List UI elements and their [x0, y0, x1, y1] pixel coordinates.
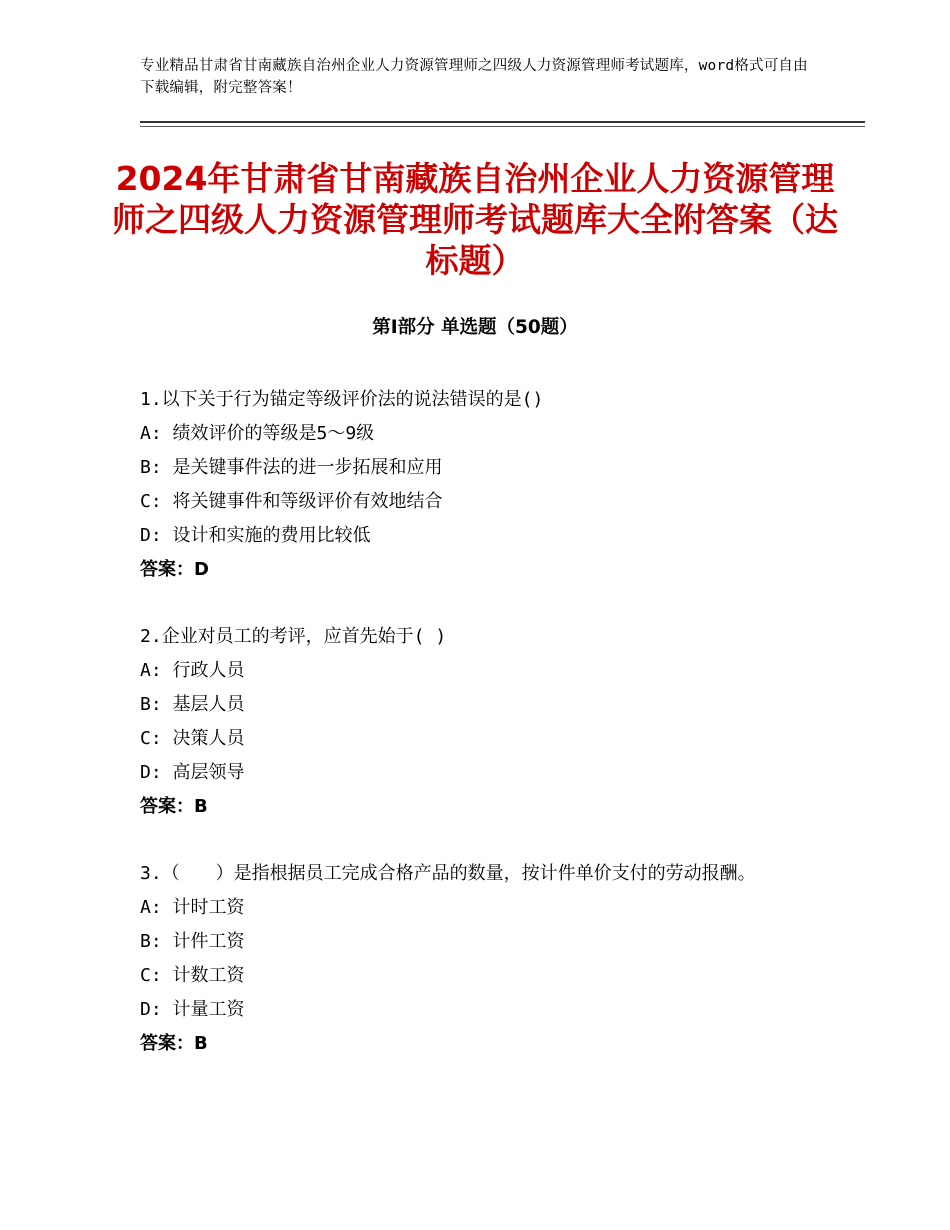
option-d: D: 设计和实施的费用比较低 — [140, 525, 371, 546]
header-note: 专业精品甘肃省甘南藏族自治州企业人力资源管理师之四级人力资源管理师考试题库，word格式可自由下载编辑，附完整答案！ — [140, 58, 808, 96]
answer-label: 答案：B — [140, 796, 208, 817]
option-c: C: 计数工资 — [140, 965, 245, 986]
question-spacer — [140, 824, 820, 857]
option-c: C: 决策人员 — [140, 728, 245, 749]
section-heading: 第Ⅰ部分 单选题（50题） — [372, 317, 578, 338]
option-a: A: 绩效评价的等级是5～9级 — [140, 423, 375, 444]
option-c: C: 将关键事件和等级评价有效地结合 — [140, 491, 443, 512]
question-stem: 2.企业对员工的考评，应首先始于( ) — [140, 626, 447, 647]
option-b: B: 是关键事件法的进一步拓展和应用 — [140, 457, 443, 478]
question-3 — [140, 857, 820, 1061]
question-stem: 3.（ ）是指根据员工完成合格产品的数量，按计件单价支付的劳动报酬。 — [140, 863, 756, 884]
option-a: A: 计时工资 — [140, 897, 245, 918]
answer-label: 答案：D — [140, 559, 209, 580]
option-b: B: 基层人员 — [140, 694, 245, 715]
option-a: A: 行政人员 — [140, 660, 245, 681]
header-divider-thin — [140, 126, 865, 127]
option-b: B: 计件工资 — [140, 931, 245, 952]
question-spacer — [140, 587, 820, 620]
document-title: 2024年甘肃省甘南藏族自治州企业人力资源管理师之四级人力资源管理师考试题库大全附答案（达标题） — [112, 159, 838, 280]
question-2 — [140, 620, 820, 824]
option-d: D: 计量工资 — [140, 999, 245, 1020]
option-d: D: 高层领导 — [140, 762, 245, 783]
question-stem: 1.以下关于行为锚定等级评价法的说法错误的是() — [140, 389, 544, 410]
question-list — [140, 383, 820, 1061]
answer-label: 答案：B — [140, 1033, 208, 1054]
question-1 — [140, 383, 820, 587]
header-divider-thick — [140, 121, 865, 123]
